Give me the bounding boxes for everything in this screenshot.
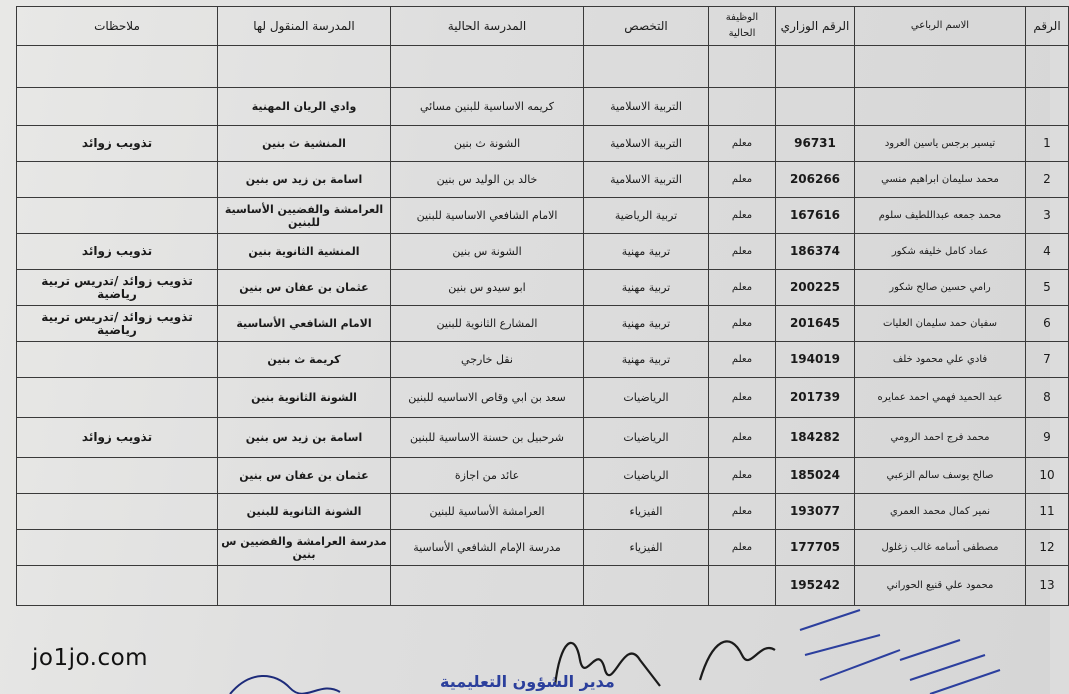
cell-transferred-to: الشونة الثانوية بنين [218, 378, 391, 418]
cell-seq: 5 [1026, 270, 1069, 306]
header-seq: الرقم [1026, 7, 1069, 46]
cell-seq: 6 [1026, 306, 1069, 342]
cell-specialty: الفيزياء [584, 530, 709, 566]
cell-current-school: عائد من اجازة [391, 458, 584, 494]
table-header-row [17, 7, 1069, 46]
header-specialty: التخصص [584, 7, 709, 46]
cell-notes [17, 198, 218, 234]
header-job: الوظيفة الحالية [709, 7, 776, 46]
table-row [17, 306, 1069, 342]
cell-ministry-id: 200225 [776, 270, 855, 306]
transfers-table [16, 6, 1069, 606]
cell-specialty: تربية مهنية [584, 306, 709, 342]
cell-notes [17, 88, 218, 126]
signature-right [800, 610, 1000, 694]
cell-specialty [584, 46, 709, 88]
cell-ministry-id: 167616 [776, 198, 855, 234]
stamp-caption: مدير الشؤون التعليمية [440, 672, 615, 691]
cell-transferred-to: المنشية ث بنين [218, 126, 391, 162]
cell-job: معلم [709, 342, 776, 378]
cell-transferred-to: عثمان بن عفان س بنين [218, 458, 391, 494]
cell-job: معلم [709, 418, 776, 458]
cell-notes [17, 530, 218, 566]
cell-job: معلم [709, 458, 776, 494]
cell-seq: 10 [1026, 458, 1069, 494]
cell-name: فادي علي محمود خلف [855, 342, 1026, 378]
cell-seq: 9 [1026, 418, 1069, 458]
table-row [17, 88, 1069, 126]
cell-seq: 4 [1026, 234, 1069, 270]
cell-job: معلم [709, 234, 776, 270]
cell-name: محمد سليمان ابراهيم منسي [855, 162, 1026, 198]
cell-job: معلم [709, 198, 776, 234]
cell-transferred-to: اسامة بن زيد س بنين [218, 162, 391, 198]
cell-notes [17, 494, 218, 530]
cell-current-school: الشونة س بنين [391, 234, 584, 270]
cell-specialty: تربية الرياضية [584, 198, 709, 234]
cell-seq [1026, 88, 1069, 126]
cell-ministry-id: 186374 [776, 234, 855, 270]
cell-seq: 1 [1026, 126, 1069, 162]
cell-specialty: الفيزياء [584, 494, 709, 530]
cell-specialty: الرياضيات [584, 418, 709, 458]
cell-seq: 8 [1026, 378, 1069, 418]
cell-name [855, 88, 1026, 126]
cell-current-school: خالد بن الوليد س بنين [391, 162, 584, 198]
cell-transferred-to [218, 46, 391, 88]
cell-notes [17, 46, 218, 88]
cell-ministry-id: 194019 [776, 342, 855, 378]
cell-current-school: الشونة ث بنين [391, 126, 584, 162]
header-ministry-id: الرقم الوزاري [776, 7, 855, 46]
cell-seq: 3 [1026, 198, 1069, 234]
cell-ministry-id [776, 46, 855, 88]
header-name: الاسم الرباعي [855, 7, 1026, 46]
cell-specialty: الرياضيات [584, 458, 709, 494]
cell-transferred-to: مدرسة العرامشة والفضيين س بنين [218, 530, 391, 566]
table-row [17, 342, 1069, 378]
cell-notes: تذويب زوائد [17, 126, 218, 162]
cell-name: مصطفى أسامه غالب زغلول [855, 530, 1026, 566]
cell-ministry-id: 201645 [776, 306, 855, 342]
cell-name: محمد فرج احمد الرومي [855, 418, 1026, 458]
cell-specialty: التربية الاسلامية [584, 88, 709, 126]
cell-ministry-id: 185024 [776, 458, 855, 494]
cell-current-school [391, 46, 584, 88]
cell-name: تيسير برجس ياسين العرود [855, 126, 1026, 162]
cell-current-school: نقل خارجي [391, 342, 584, 378]
cell-notes: تذويب زوائد [17, 234, 218, 270]
cell-name: محمود علي قنيع الحوراني [855, 566, 1026, 606]
cell-notes [17, 342, 218, 378]
cell-job: معلم [709, 306, 776, 342]
cell-seq: 11 [1026, 494, 1069, 530]
table-row [17, 46, 1069, 88]
header-notes: ملاحظات [17, 7, 218, 46]
cell-ministry-id: 193077 [776, 494, 855, 530]
table-row [17, 458, 1069, 494]
cell-current-school: شرحبيل بن حسنة الاساسية للبنين [391, 418, 584, 458]
cell-current-school: مدرسة الإمام الشافعي الأساسية [391, 530, 584, 566]
cell-ministry-id: 195242 [776, 566, 855, 606]
table-row [17, 198, 1069, 234]
cell-job [709, 88, 776, 126]
cell-name: عماد كامل خليفه شكور [855, 234, 1026, 270]
cell-ministry-id: 184282 [776, 418, 855, 458]
cell-transferred-to: المنشية الثانوية بنين [218, 234, 391, 270]
cell-seq: 2 [1026, 162, 1069, 198]
cell-current-school: المشارع الثانوية للبنين [391, 306, 584, 342]
cell-specialty: الرياضيات [584, 378, 709, 418]
cell-ministry-id: 177705 [776, 530, 855, 566]
cell-ministry-id: 206266 [776, 162, 855, 198]
cell-current-school: كريمه الاساسية للبنين مسائي [391, 88, 584, 126]
cell-transferred-to: وادي الريان المهنية [218, 88, 391, 126]
cell-job: معلم [709, 270, 776, 306]
cell-seq: 7 [1026, 342, 1069, 378]
cell-ministry-id: 201739 [776, 378, 855, 418]
cell-job [709, 46, 776, 88]
table-row [17, 234, 1069, 270]
cell-job: معلم [709, 494, 776, 530]
cell-name: سفيان حمد سليمان العليات [855, 306, 1026, 342]
cell-notes [17, 162, 218, 198]
cell-current-school: ابو سيدو س بنين [391, 270, 584, 306]
cell-notes: تذويب زوائد /تدريس تربية رياضية [17, 306, 218, 342]
header-transferred-to: المدرسة المنقول لها [218, 7, 391, 46]
cell-seq: 12 [1026, 530, 1069, 566]
cell-notes: تذويب زوائد [17, 418, 218, 458]
cell-notes: تذويب زوائد /تدريس تربية رياضية [17, 270, 218, 306]
cell-name: صالح يوسف سالم الزعبي [855, 458, 1026, 494]
cell-specialty: تربية مهنية [584, 342, 709, 378]
table-row [17, 418, 1069, 458]
cell-transferred-to: عثمان بن عفان س بنين [218, 270, 391, 306]
cell-notes [17, 458, 218, 494]
cell-seq [1026, 46, 1069, 88]
watermark-text: jo1jo.com [32, 645, 149, 671]
header-current-school: المدرسة الحالية [391, 7, 584, 46]
cell-current-school: العرامشة الأساسية للبنين [391, 494, 584, 530]
table-row [17, 270, 1069, 306]
cell-notes [17, 378, 218, 418]
cell-specialty: التربية الاسلامية [584, 126, 709, 162]
cell-ministry-id: 96731 [776, 126, 855, 162]
table-row [17, 494, 1069, 530]
cell-job: معلم [709, 378, 776, 418]
cell-current-school: الامام الشافعي الاساسية للبنين [391, 198, 584, 234]
table-row [17, 530, 1069, 566]
cell-ministry-id [776, 88, 855, 126]
cell-specialty: التربية الاسلامية [584, 162, 709, 198]
cell-transferred-to: الشونة الثانوية للبنين [218, 494, 391, 530]
cell-seq: 13 [1026, 566, 1069, 606]
cell-name: رامي حسين صالح شكور [855, 270, 1026, 306]
cell-job: معلم [709, 530, 776, 566]
cell-transferred-to: العرامشة والفضيين الأساسية للبنين [218, 198, 391, 234]
cell-current-school: سعد بن ابي وقاص الاساسيه للبنين [391, 378, 584, 418]
cell-transferred-to: كريمة ث بنين [218, 342, 391, 378]
cell-specialty: تربية مهنية [584, 270, 709, 306]
cell-job: معلم [709, 162, 776, 198]
cell-name: عبد الحميد فهمي احمد عمايره [855, 378, 1026, 418]
cell-transferred-to: اسامة بن زيد س بنين [218, 418, 391, 458]
table-row [17, 126, 1069, 162]
table-row [17, 162, 1069, 198]
cell-name [855, 46, 1026, 88]
signature-left [230, 676, 340, 694]
cell-job: معلم [709, 126, 776, 162]
table-row [17, 378, 1069, 418]
cell-name: نمير كمال محمد العمري [855, 494, 1026, 530]
cell-name: محمد جمعه عبداللطيف سلوم [855, 198, 1026, 234]
cell-transferred-to: الامام الشافعي الأساسية [218, 306, 391, 342]
cell-specialty: تربية مهنية [584, 234, 709, 270]
